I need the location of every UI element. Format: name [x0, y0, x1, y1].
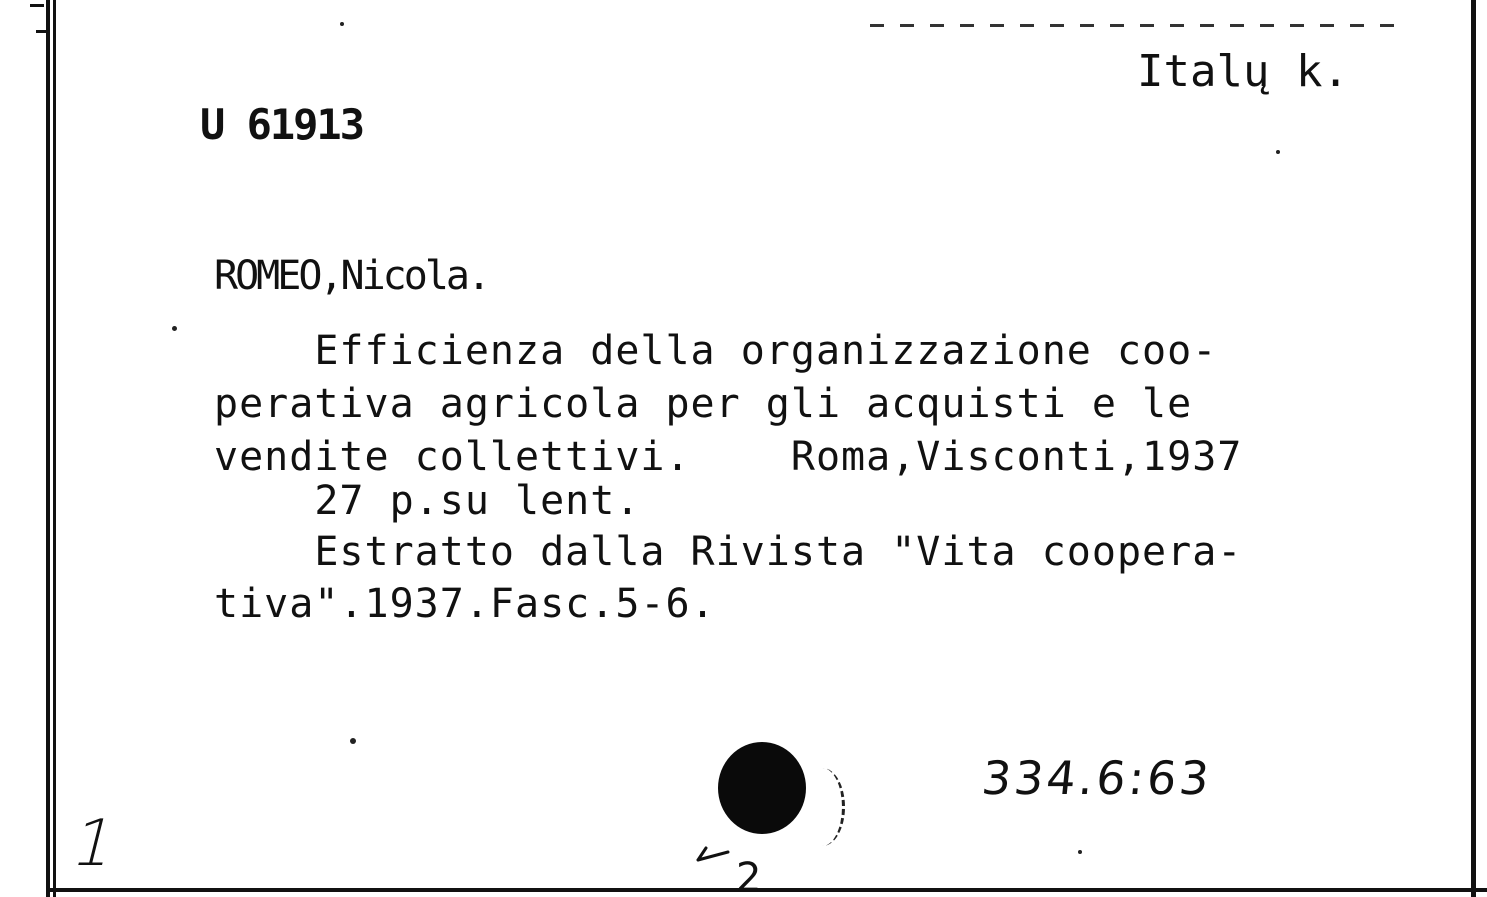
- ink-speck: [172, 326, 177, 331]
- location-label: Italų k.: [1137, 46, 1349, 97]
- right-border-rule: [1471, 0, 1476, 897]
- punch-hole-outline: [800, 768, 845, 846]
- handwritten-mark: 2: [736, 855, 762, 897]
- corner-tick: [30, 4, 44, 7]
- description-line-2: perativa agricola per gli acquisti e le: [214, 381, 1193, 427]
- bottom-border-rule: [46, 888, 1487, 892]
- top-dashed-rule: [870, 24, 1410, 27]
- description-line-1: Efficienza della organizzazione coo-: [214, 328, 1218, 374]
- margin-tick: [36, 30, 46, 33]
- left-inner-rule: [53, 0, 56, 897]
- source-note-line-1: Estratto dalla Rivista "Vita coopera-: [214, 529, 1243, 575]
- ink-speck: [340, 22, 344, 26]
- punch-hole: [718, 742, 806, 834]
- shelf-mark: U 61913: [200, 100, 364, 149]
- ink-speck: [1276, 150, 1280, 154]
- left-border-rule: [46, 0, 50, 897]
- classification-number: 334.6:63: [979, 751, 1215, 805]
- ink-speck: [350, 738, 356, 744]
- source-note-line-2: tiva".1937.Fasc.5-6.: [214, 581, 716, 627]
- handwritten-arrow-icon: [694, 842, 734, 866]
- card-number: 1: [64, 807, 124, 881]
- pagination-line: 27 p.su lent.: [214, 478, 641, 524]
- description-line-3: vendite collettivi. Roma,Visconti,1937: [214, 434, 1243, 480]
- author-heading: ROMEO,Nicola.: [214, 253, 489, 299]
- ink-speck: [1078, 850, 1082, 854]
